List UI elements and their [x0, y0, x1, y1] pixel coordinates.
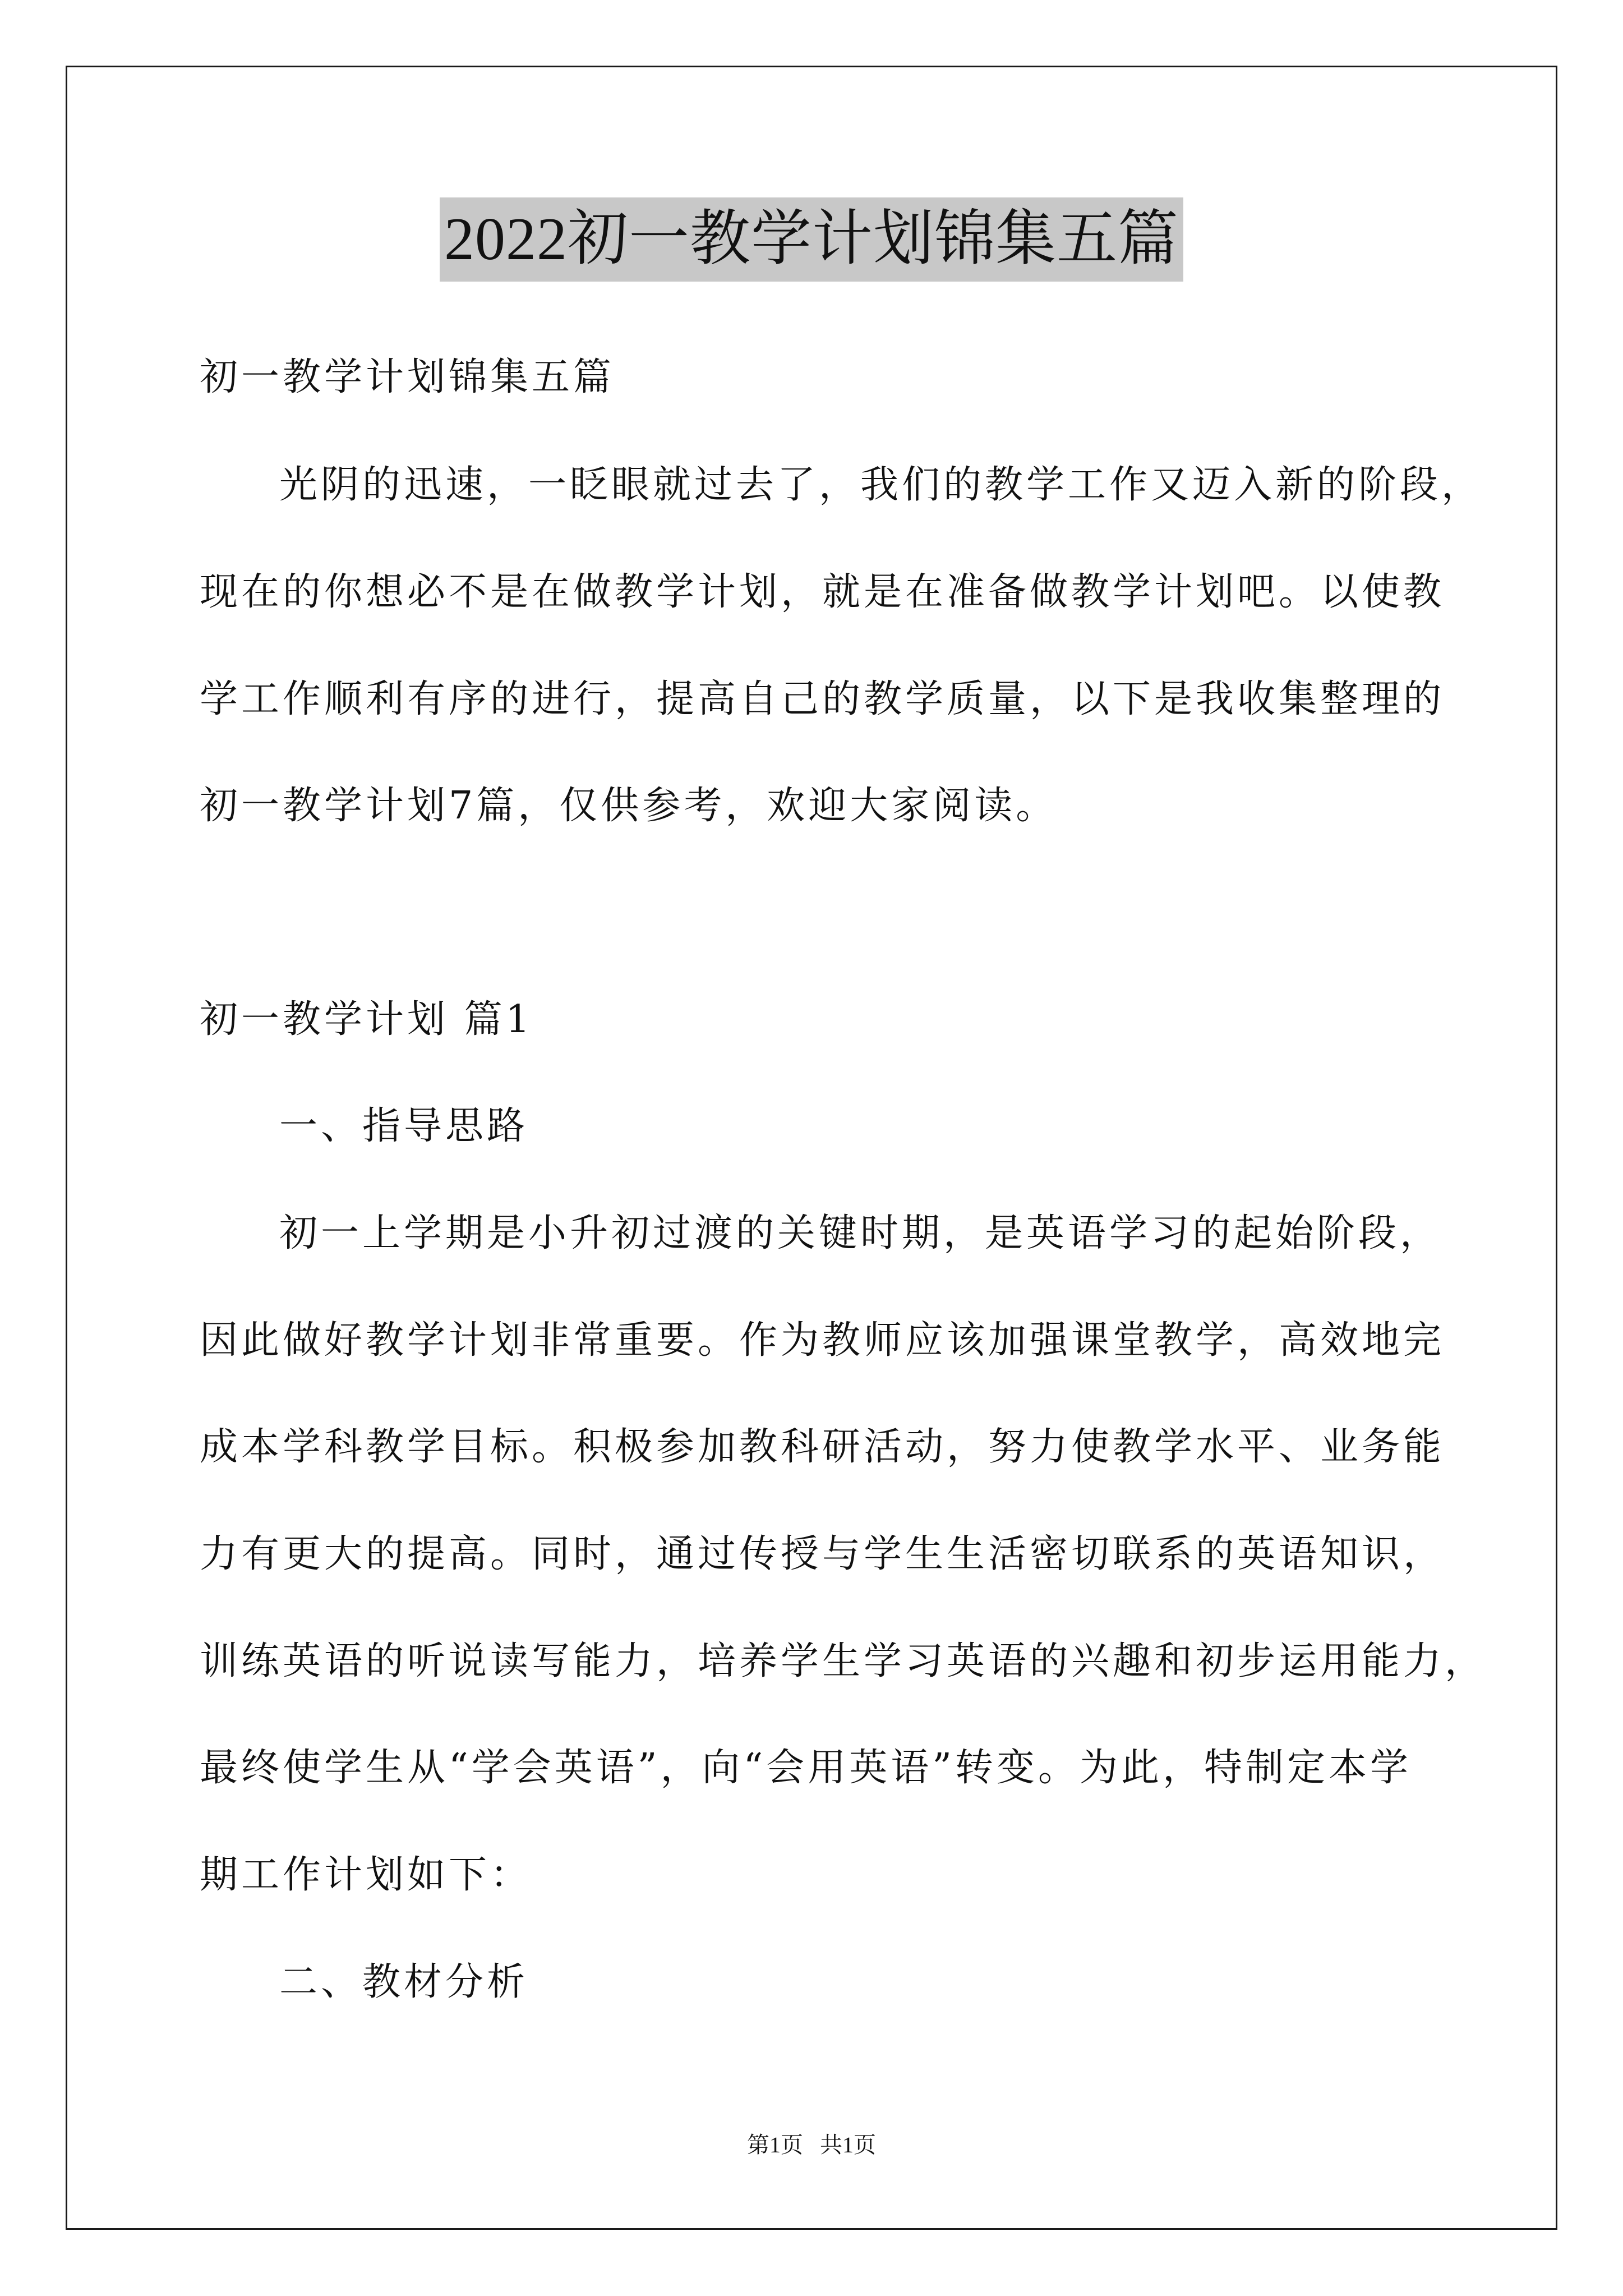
body-line-3: 成本学科教学目标。积极参加教科研活动，努力使教学水平、业务能: [200, 1425, 1445, 1469]
document-subtitle: 初一教学计划锦集五篇: [200, 355, 615, 399]
heading-textbook-analysis: 二、教材分析: [279, 1960, 529, 2004]
body-line-5: 训练英语的听说读写能力，培养学生学习英语的兴趣和初步运用能力，: [200, 1639, 1487, 1683]
page-footer: 第1页 共1页: [747, 2132, 876, 2157]
intro-line-3: 学工作顺利有序的进行，提高自己的教学质量，以下是我收集整理的: [200, 677, 1445, 721]
intro-line-4: 初一教学计划7篇，仅供参考，欢迎大家阅读。: [200, 784, 1058, 828]
body-line-7: 期工作计划如下：: [200, 1853, 532, 1897]
body-line-4: 力有更大的提高。同时，通过传授与学生生活密切联系的英语知识，: [200, 1532, 1445, 1576]
document-title: 2022初一教学计划锦集五篇: [440, 197, 1183, 282]
body-line-2: 因此做好教学计划非常重要。作为教师应该加强课堂教学，高效地完: [200, 1318, 1445, 1363]
heading-guiding-idea: 一、指导思路: [279, 1104, 529, 1148]
intro-line-1: 光阴的迅速，一眨眼就过去了，我们的教学工作又迈入新的阶段，: [279, 463, 1483, 507]
section-heading: 初一教学计划 篇1: [200, 997, 533, 1042]
intro-line-2: 现在的你想必不是在做教学计划，就是在准备做教学计划吧。以使教: [200, 570, 1445, 614]
body-line-1: 初一上学期是小升初过渡的关键时期，是英语学习的起始阶段，: [279, 1211, 1442, 1255]
body-line-6: 最终使学生从“学会英语”，向“会用英语”转变。为此，特制定本学: [200, 1746, 1412, 1790]
title-container: [0, 197, 1623, 282]
